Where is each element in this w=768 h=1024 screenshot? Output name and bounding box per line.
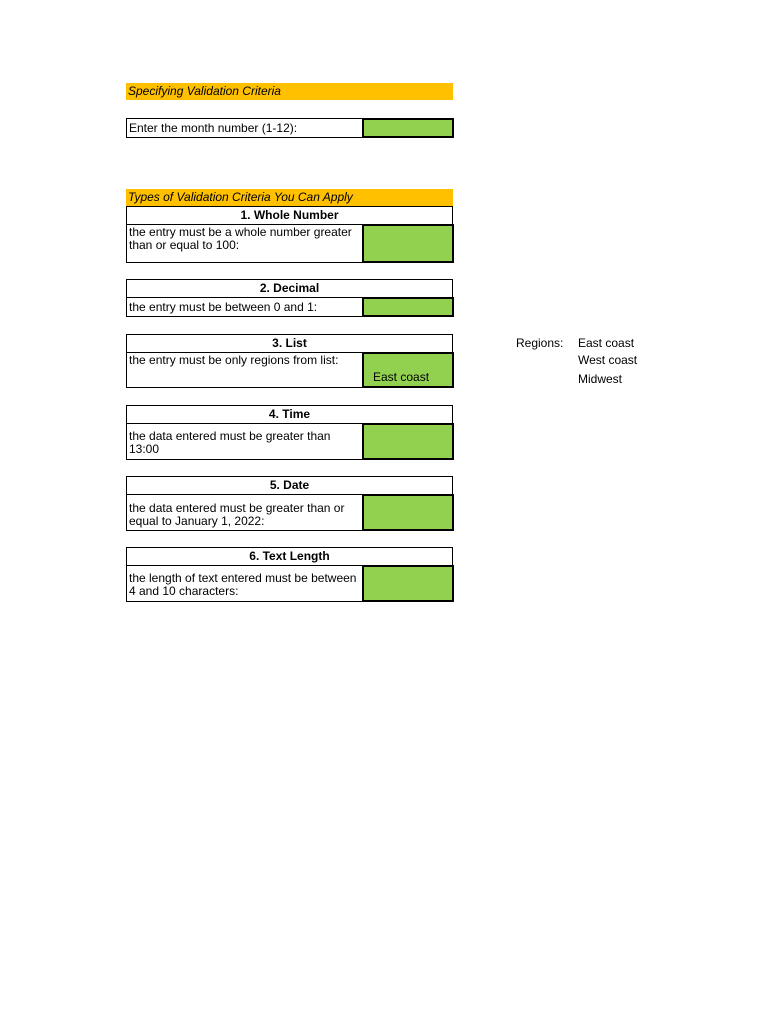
whole-number-description: the entry must be a whole number greater than or equal to 100: [126, 224, 363, 263]
list-input-cell[interactable]: East coast [362, 352, 454, 388]
list-description: the entry must be only regions from list: [126, 352, 363, 388]
decimal-description: the entry must be between 0 and 1: [126, 297, 363, 317]
region-item: East coast [578, 336, 635, 350]
section-header-validation-types: Types of Validation Criteria You Can Apply [126, 189, 453, 206]
text-length-description: the length of text entered must be between 4 and 10 characters: [126, 565, 363, 602]
date-title: 5. Date [126, 476, 453, 495]
section-header-validation-criteria: Specifying Validation Criteria [126, 83, 453, 100]
text-length-title: 6. Text Length [126, 547, 453, 566]
time-description: the data entered must be greater than 13:00 [126, 423, 363, 460]
region-item: West coast [578, 353, 638, 367]
whole-number-title: 1. Whole Number [126, 206, 453, 225]
decimal-input-cell[interactable] [362, 297, 454, 317]
whole-number-input-cell[interactable] [362, 224, 454, 263]
time-title: 4. Time [126, 405, 453, 424]
time-input-cell[interactable] [362, 423, 454, 460]
month-prompt-label: Enter the month number (1-12): [126, 118, 363, 138]
month-input-cell[interactable] [362, 118, 454, 138]
regions-label: Regions: [516, 336, 564, 350]
list-title: 3. List [126, 334, 453, 353]
date-description: the data entered must be greater than or equal to January 1, 2022: [126, 494, 363, 531]
region-item: Midwest [578, 372, 623, 386]
date-input-cell[interactable] [362, 494, 454, 531]
decimal-title: 2. Decimal [126, 279, 453, 298]
text-length-input-cell[interactable] [362, 565, 454, 602]
